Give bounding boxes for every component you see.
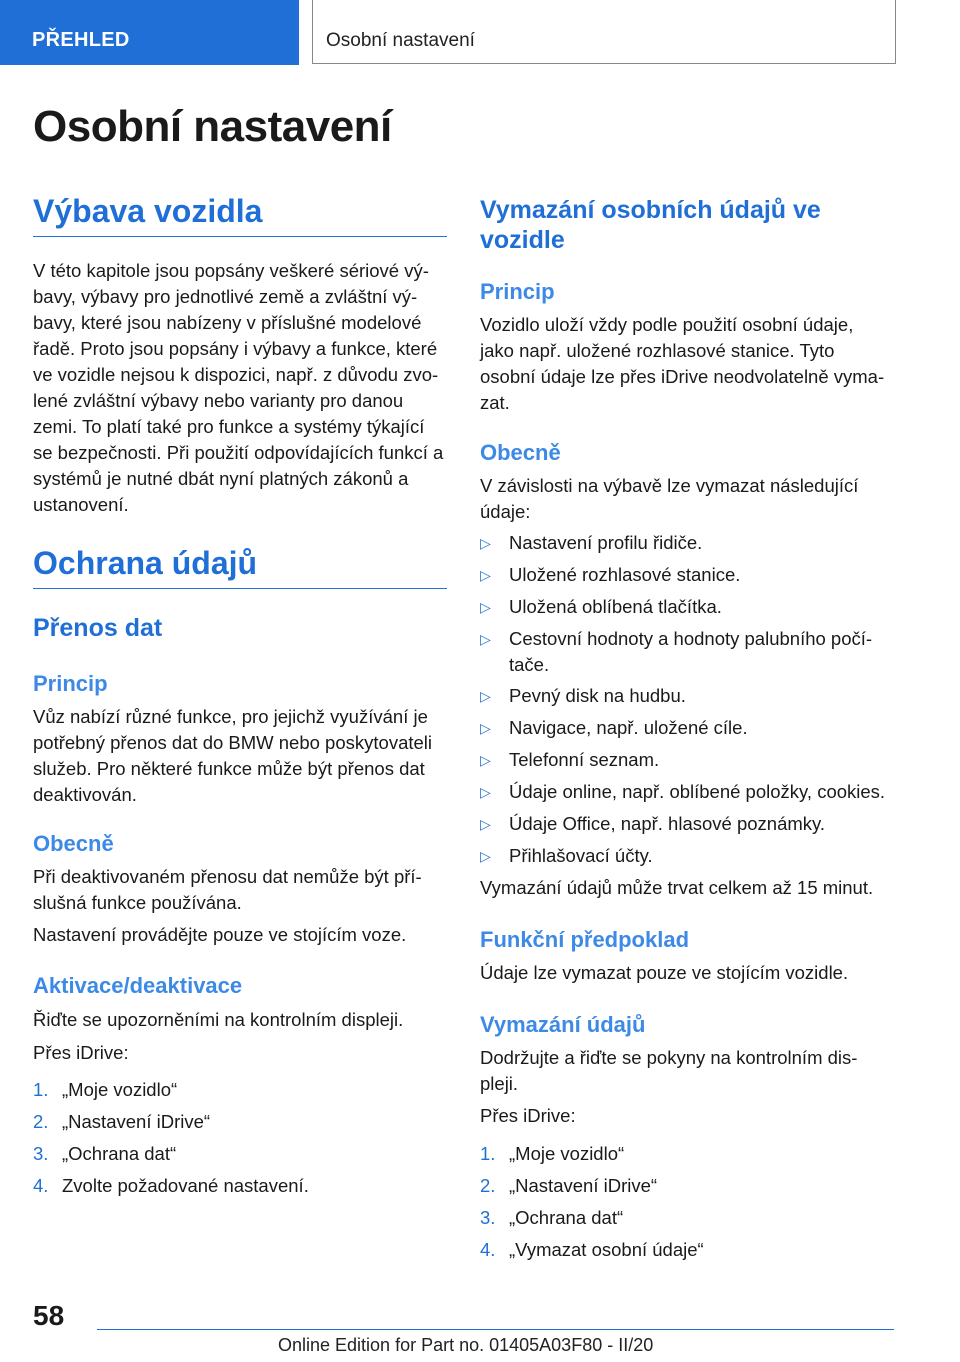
step-text: „Nastavení iDrive“ xyxy=(62,1111,211,1132)
text-line: potřebný přenos dat do BMW nebo poskytovateli xyxy=(33,732,433,753)
triangle-bullet-icon: ▷ xyxy=(480,816,491,832)
triangle-bullet-icon: ▷ xyxy=(480,599,491,615)
section-tab-label: PŘEHLED xyxy=(32,29,130,51)
text-line: služeb. Pro některé funkce může být přenos dat xyxy=(33,758,425,779)
text-line: Vůz nabízí různé funkce, pro jejichž využívání je xyxy=(33,706,428,727)
triangle-bullet-icon: ▷ xyxy=(480,752,491,768)
heading-princip: Princip xyxy=(480,279,555,304)
step-text: „Ochrana dat“ xyxy=(509,1207,624,1228)
triangle-bullet-icon: ▷ xyxy=(480,720,491,736)
triangle-bullet-icon: ▷ xyxy=(480,784,491,800)
section-tab[interactable] xyxy=(0,0,299,65)
text-line: Při deaktivovaném přenosu dat nemůže být pří- xyxy=(33,866,422,887)
aktivace-paragraph: Řiďte se upozorněními na kontrolním displeji. xyxy=(33,1009,404,1030)
text-line: slušná funkce používána. xyxy=(33,892,242,913)
step-text: „Vymazat osobní údaje“ xyxy=(509,1239,704,1260)
step-number: 2. xyxy=(33,1111,49,1132)
footer-edition: Online Edition for Part no. 01405A03F80 - II/20 xyxy=(278,1335,654,1355)
text-line: pleji. xyxy=(480,1073,519,1094)
princip-paragraph xyxy=(480,312,894,416)
bullet-text: Uložená oblíbená tlačítka. xyxy=(509,596,722,617)
step-number: 1. xyxy=(33,1079,49,1100)
page-number: 58 xyxy=(33,1300,65,1331)
step-number: 1. xyxy=(480,1143,496,1164)
heading-vymazani-udaju: Vymazání údajů xyxy=(480,1012,646,1037)
step-number: 4. xyxy=(33,1175,49,1196)
text-line: ustanovení. xyxy=(33,494,129,515)
triangle-bullet-icon: ▷ xyxy=(480,848,491,864)
heading-vybava-vozidla: Výbava vozidla xyxy=(33,193,447,237)
page-title: Osobní nastavení xyxy=(33,102,392,151)
heading-funkcni-predpoklad: Funkční předpoklad xyxy=(480,927,690,952)
heading-ochrana-udaju: Ochrana údajů xyxy=(33,545,447,589)
triangle-bullet-icon: ▷ xyxy=(480,688,491,704)
heading-line: vozidle xyxy=(480,226,565,254)
text-line: bavy, které jsou nabízeny v příslušné modelové xyxy=(33,312,422,333)
text-line: deaktivován. xyxy=(33,784,137,805)
step-number: 3. xyxy=(480,1207,496,1228)
step-text: „Moje vozidlo“ xyxy=(62,1079,178,1100)
duration-text: Vymazání údajů může trvat celkem až 15 minut. xyxy=(480,877,874,898)
bullet-text: Nastavení profilu řidiče. xyxy=(509,532,703,553)
chapter-tab-label: Osobní nastavení xyxy=(326,30,475,51)
text-line: zat. xyxy=(480,392,510,413)
bullet-text xyxy=(509,626,894,678)
text-line: jako např. uložené rozhlasové stanice. Tyto xyxy=(480,340,835,361)
obecne-paragraph xyxy=(33,864,447,916)
step-text: „Moje vozidlo“ xyxy=(509,1143,625,1164)
text-line: řadě. Proto jsou popsány i výbavy a funkce, které xyxy=(33,338,438,359)
step-number: 4. xyxy=(480,1239,496,1260)
triangle-bullet-icon: ▷ xyxy=(480,631,491,647)
text-line: zemi. To platí také pro funkce a systémy týkající xyxy=(33,416,425,437)
chapter-tab[interactable] xyxy=(312,0,896,64)
bullet-text: Pevný disk na hudbu. xyxy=(509,685,686,706)
vybava-paragraph xyxy=(33,258,447,518)
footer-divider xyxy=(97,1329,894,1330)
text-line: ve vozidle nejsou k dispozici, např. z důvodu zvo- xyxy=(33,364,439,385)
step-text: Zvolte požadované nastavení. xyxy=(62,1175,309,1196)
text-line: bavy, výbavy pro jednotlivé země a zvláštní vý- xyxy=(33,286,418,307)
heading-prenos-dat: Přenos dat xyxy=(33,614,163,642)
triangle-bullet-icon: ▷ xyxy=(480,567,491,583)
bullet-text: Údaje Office, např. hlasové poznámky. xyxy=(509,813,826,834)
bullet-text: Uložené rozhlasové stanice. xyxy=(509,564,741,585)
heading-aktivace-deaktivace: Aktivace/deaktivace xyxy=(33,973,243,998)
text-line: se bezpečnosti. Při použití odpovídajících funkcí a xyxy=(33,442,444,463)
heading-vymazani-osobnich-udaju xyxy=(480,195,894,255)
triangle-bullet-icon: ▷ xyxy=(480,535,491,551)
princip-paragraph xyxy=(33,704,447,808)
heading-princip: Princip xyxy=(33,671,108,696)
text-line: Dodržujte a řiďte se pokyny na kontrolním dis- xyxy=(480,1047,858,1068)
text-line: Vozidlo uloží vždy podle použití osobní údaje, xyxy=(480,314,854,335)
step-text: „Nastavení iDrive“ xyxy=(509,1175,658,1196)
obecne-paragraph-2: Nastavení provádějte pouze ve stojícím voze. xyxy=(33,924,407,945)
text-line: Cestovní hodnoty a hodnoty palubního počí- xyxy=(509,628,873,649)
text-line: V této kapitole jsou popsány veškeré sériové vý- xyxy=(33,260,429,281)
bullet-text: Přihlašovací účty. xyxy=(509,845,653,866)
bullet-text: Údaje online, např. oblíbené položky, cookies. xyxy=(509,781,886,802)
pres-idrive-label: Přes iDrive: xyxy=(480,1105,576,1126)
text-line: V závislosti na výbavě lze vymazat následující xyxy=(480,475,859,496)
heading-line: Vymazání osobních údajů ve xyxy=(480,196,821,224)
text-line: osobní údaje lze přes iDrive neodvolatelně vyma- xyxy=(480,366,885,387)
bullet-text: Navigace, např. uložené cíle. xyxy=(509,717,748,738)
obecne-paragraph xyxy=(480,473,894,525)
pres-idrive-label: Přes iDrive: xyxy=(33,1042,129,1063)
step-number: 2. xyxy=(480,1175,496,1196)
step-text: „Ochrana dat“ xyxy=(62,1143,177,1164)
vymazani-udaju-paragraph xyxy=(480,1045,894,1097)
heading-obecne: Obecně xyxy=(33,831,114,856)
text-line: systémů je nutné dbát nyní platných zákonů a xyxy=(33,468,409,489)
predpoklad-paragraph: Údaje lze vymazat pouze ve stojícím vozidle. xyxy=(480,962,849,983)
bullet-text: Telefonní seznam. xyxy=(509,749,660,770)
text-line: lené zvláštní výbavy nebo varianty pro danou xyxy=(33,390,404,411)
heading-obecne: Obecně xyxy=(480,440,561,465)
text-line: tače. xyxy=(509,654,550,675)
step-number: 3. xyxy=(33,1143,49,1164)
text-line: údaje: xyxy=(480,501,531,522)
